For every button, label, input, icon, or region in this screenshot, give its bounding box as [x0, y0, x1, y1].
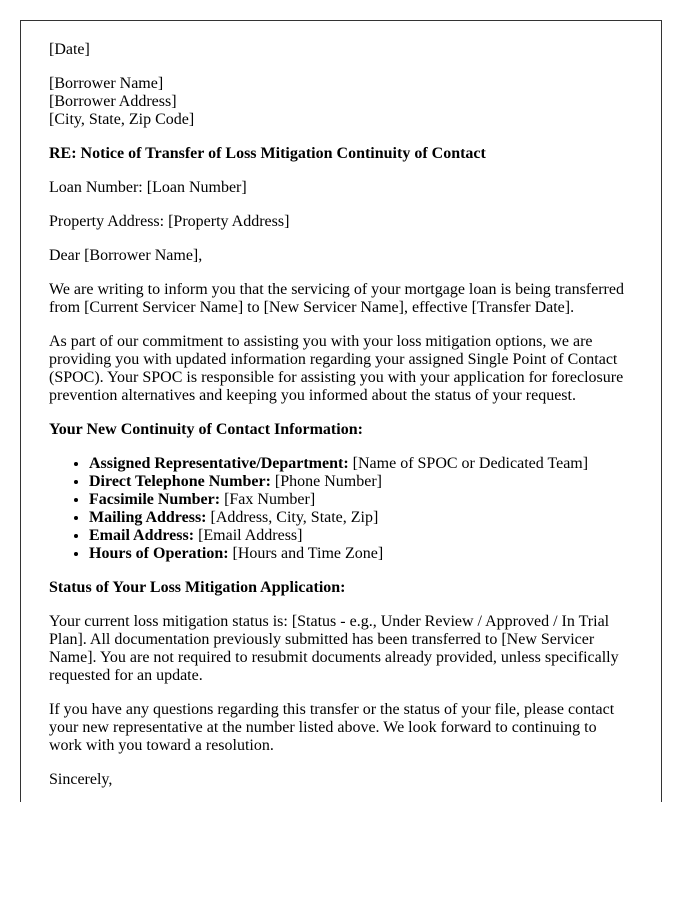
letter-document — [20, 20, 662, 802]
contact-item-label: Facsimile Number: — [89, 491, 221, 508]
status-paragraph: Your current loss mitigation status is: [Status - e.g., Under Review / Approved / In Trial Plan]. All documentation previously submitted has been transferred to [New Servicer Name]. You are not required to resubmit documents already provided, unless specifically requested for an update. — [49, 613, 619, 684]
contact-item-value: [Address, City, State, Zip] — [206, 509, 379, 526]
intro-paragraph: We are writing to inform you that the servicing of your mortgage loan is being transferred from [Current Servicer Name] to [New Servicer Name], effective [Transfer Date]. — [49, 281, 624, 316]
page-viewport — [20, 20, 662, 802]
contact-item-value: [Fax Number] — [220, 491, 316, 508]
recipient-address-block — [49, 75, 633, 129]
contact-item-telephone — [89, 473, 633, 491]
contact-info-list — [49, 455, 633, 563]
contact-item-label: Assigned Representative/Department: — [89, 455, 349, 472]
recipient-city-state-zip: [City, State, Zip Code] — [49, 111, 195, 128]
contact-item-label: Direct Telephone Number: — [89, 473, 271, 490]
recipient-name: [Borrower Name] — [49, 75, 164, 92]
contact-item-representative — [89, 455, 633, 473]
contact-item-value: [Hours and Time Zone] — [228, 545, 384, 562]
subject-line: RE: Notice of Transfer of Loss Mitigation Continuity of Contact — [49, 145, 486, 162]
salutation: Dear [Borrower Name], — [49, 247, 203, 264]
spoc-paragraph: As part of our commitment to assisting you with your loss mitigation options, we are providing you with updated information regarding your assigned Single Point of Contact (SPOC). Your SPOC is responsible for assisting you with your application for foreclosure prevention alternatives and keeping you informed about the status of your request. — [49, 333, 624, 404]
valediction: Sincerely, — [49, 771, 113, 788]
status-section-heading: Status of Your Loss Mitigation Application: — [49, 579, 346, 596]
contact-item-email — [89, 527, 633, 545]
contact-item-label: Email Address: — [89, 527, 195, 544]
contact-section-heading: Your New Continuity of Contact Information: — [49, 421, 363, 438]
loan-number-line: Loan Number: [Loan Number] — [49, 179, 247, 196]
contact-item-fax — [89, 491, 633, 509]
letter-date: [Date] — [49, 41, 90, 58]
recipient-address: [Borrower Address] — [49, 93, 177, 110]
contact-item-mailing-address — [89, 509, 633, 527]
closing-paragraph: If you have any questions regarding this transfer or the status of your file, please contact your new representative at the number listed above. We look forward to continuing to work with you toward a resolution. — [49, 701, 615, 754]
contact-item-hours — [89, 545, 633, 563]
contact-item-value: [Phone Number] — [270, 473, 383, 490]
contact-item-value: [Name of SPOC or Dedicated Team] — [348, 455, 589, 472]
contact-item-label: Mailing Address: — [89, 509, 207, 526]
property-address-line: Property Address: [Property Address] — [49, 213, 290, 230]
contact-item-label: Hours of Operation: — [89, 545, 229, 562]
contact-item-value: [Email Address] — [194, 527, 303, 544]
